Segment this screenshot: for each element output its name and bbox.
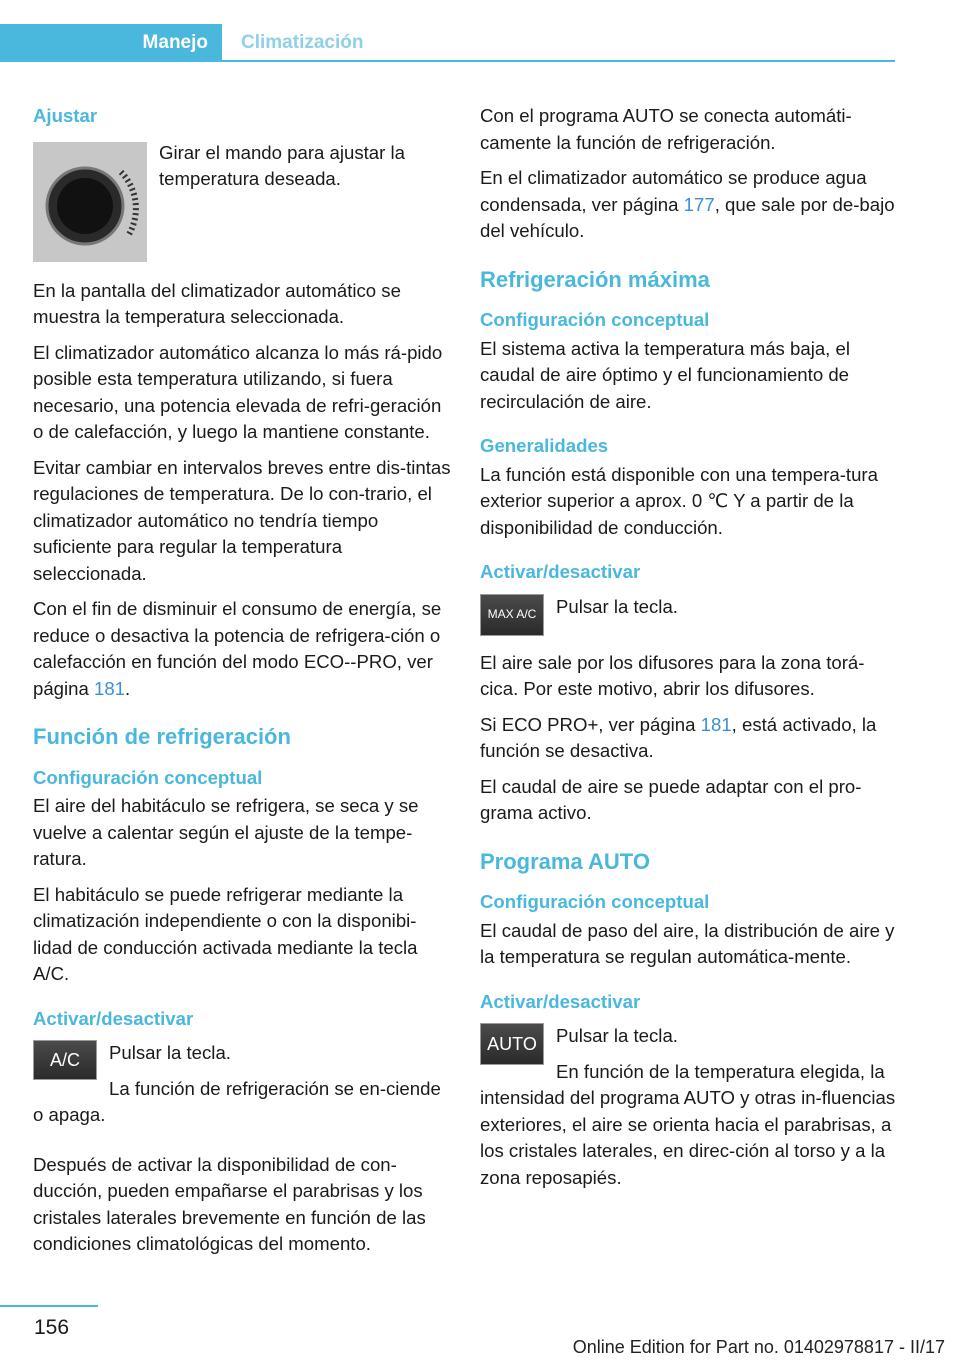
heading-programa-auto: Programa AUTO xyxy=(480,848,650,874)
paragraph: El aire del habitáculo se refrigera, se seca y se vuelve a calentar según el ajuste de la tempe‐ratura. xyxy=(33,795,419,869)
header-tab-manejo: Manejo xyxy=(0,24,222,62)
heading-funcion-refrigeracion: Función de refrigeración xyxy=(33,724,291,749)
edition-note: Online Edition for Part no. 01402978817 - II/17 xyxy=(572,1337,945,1357)
paragraph: En función de la temperatura elegida, la intensidad del programa AUTO y otras in‐fluencias exteriores, el aire se orienta hacia el parabrisas, a los cristales laterales, en direc‐ción al torso y a la zona reposapiés. xyxy=(480,1060,896,1188)
auto-button-image xyxy=(480,1023,544,1065)
paragraph: La función está disponible con una tempera‐tura exterior superior a aprox. 0 ℃ Y a partir de la disponibilidad de conducción. xyxy=(480,463,878,538)
ac-button-icon: A/C xyxy=(33,1040,97,1080)
right-column xyxy=(480,103,898,1200)
paragraph: El climatizador automático alcanza lo más rá‐pido posible esta temperatura utilizando, si fuera necesario, una potencia elevada de refri‐geración o de calefacción, y luego la mantiene constante. xyxy=(33,341,443,442)
heading-configuracion: Configuración conceptual xyxy=(33,766,263,788)
paragraph: El aire sale por los difusores para la zona torá‐cica. Por este motivo, abrir los difusores. xyxy=(480,651,865,699)
header-rule xyxy=(0,60,895,62)
heading-activar: Activar/desactivar xyxy=(33,1007,194,1029)
ac-button-image xyxy=(33,1040,97,1080)
page-link[interactable]: 181 xyxy=(94,677,126,699)
max-ac-button-image xyxy=(480,594,544,636)
heading-configuracion: Configuración conceptual xyxy=(480,891,710,912)
ajustar-text: Girar el mando para ajustar la temperatura deseada. xyxy=(159,141,405,189)
paragraph: El caudal de paso del aire, la distribución de aire y la temperatura se regulan automática‐mente. xyxy=(480,919,895,967)
page-number: 156 xyxy=(34,1316,70,1339)
paragraph: Pulsar la tecla. xyxy=(109,1042,231,1063)
paragraph: El habitáculo se puede refrigerar mediante la climatización independiente o con la disponibi‐lidad de conducción activada mediante la tecla A/C. xyxy=(33,883,418,984)
max-ac-button-icon: MAX A/C xyxy=(480,594,544,636)
heading-configuracion: Configuración conceptual xyxy=(480,309,710,330)
paragraph: Si ECO PRO+, ver página 181, está activado, la función se desactiva. xyxy=(480,713,877,761)
heading-generalidades: Generalidades xyxy=(480,435,609,456)
paragraph: En el climatizador automático se produce agua condensada, ver página 177, que sale por de‐bajo del vehículo. xyxy=(480,167,895,241)
left-column xyxy=(33,103,451,1267)
paragraph: Evitar cambiar en intervalos breves entre dis‐tintas regulaciones de temperatura. De lo con‐trario, el climatizador automático no tendría tiempo suficiente para regular la temperatura seleccionada. xyxy=(33,456,451,584)
paragraph: Después de activar la disponibilidad de con‐ducción, pueden empañarse el parabrisas y los cristales laterales brevemente en función de las condiciones climatológicas del momento. xyxy=(33,1153,426,1254)
page-link[interactable]: 177 xyxy=(683,193,715,215)
paragraph: El sistema activa la temperatura más baja, el caudal de aire óptimo y el funcionamiento de recirculación de aire. xyxy=(480,337,850,412)
heading-ajustar: Ajustar xyxy=(33,105,98,126)
auto-button-icon: AUTO xyxy=(480,1023,544,1065)
knob-image xyxy=(33,132,147,262)
temperature-knob-icon xyxy=(33,142,147,262)
paragraph: El caudal de aire se puede adaptar con el pro‐grama activo. xyxy=(480,775,862,823)
heading-activar: Activar/desactivar xyxy=(480,561,641,582)
header-tab-climatizacion: Climatización xyxy=(241,32,364,53)
paragraph: La función de refrigeración se en‐ciende o apaga. xyxy=(33,1077,441,1125)
paragraph: Pulsar la tecla. xyxy=(556,595,678,617)
page-link[interactable]: 181 xyxy=(700,713,732,735)
paragraph: Con el fin de disminuir el consumo de energía, se reduce o desactiva la potencia de refrigera‐ción o calefacción en función del modo ECO-‐PRO, ver página 181. xyxy=(33,598,442,699)
paragraph: En la pantalla del climatizador automático se muestra la temperatura seleccionada. xyxy=(33,279,401,327)
heading-refrigeracion-maxima: Refrigeración máxima xyxy=(480,266,710,292)
paragraph: Con el programa AUTO se conecta automáti‐camente la función de refrigeración. xyxy=(480,105,852,153)
footer-rule xyxy=(0,1305,98,1307)
heading-activar: Activar/desactivar xyxy=(480,990,641,1012)
paragraph: Pulsar la tecla. xyxy=(556,1025,678,1046)
